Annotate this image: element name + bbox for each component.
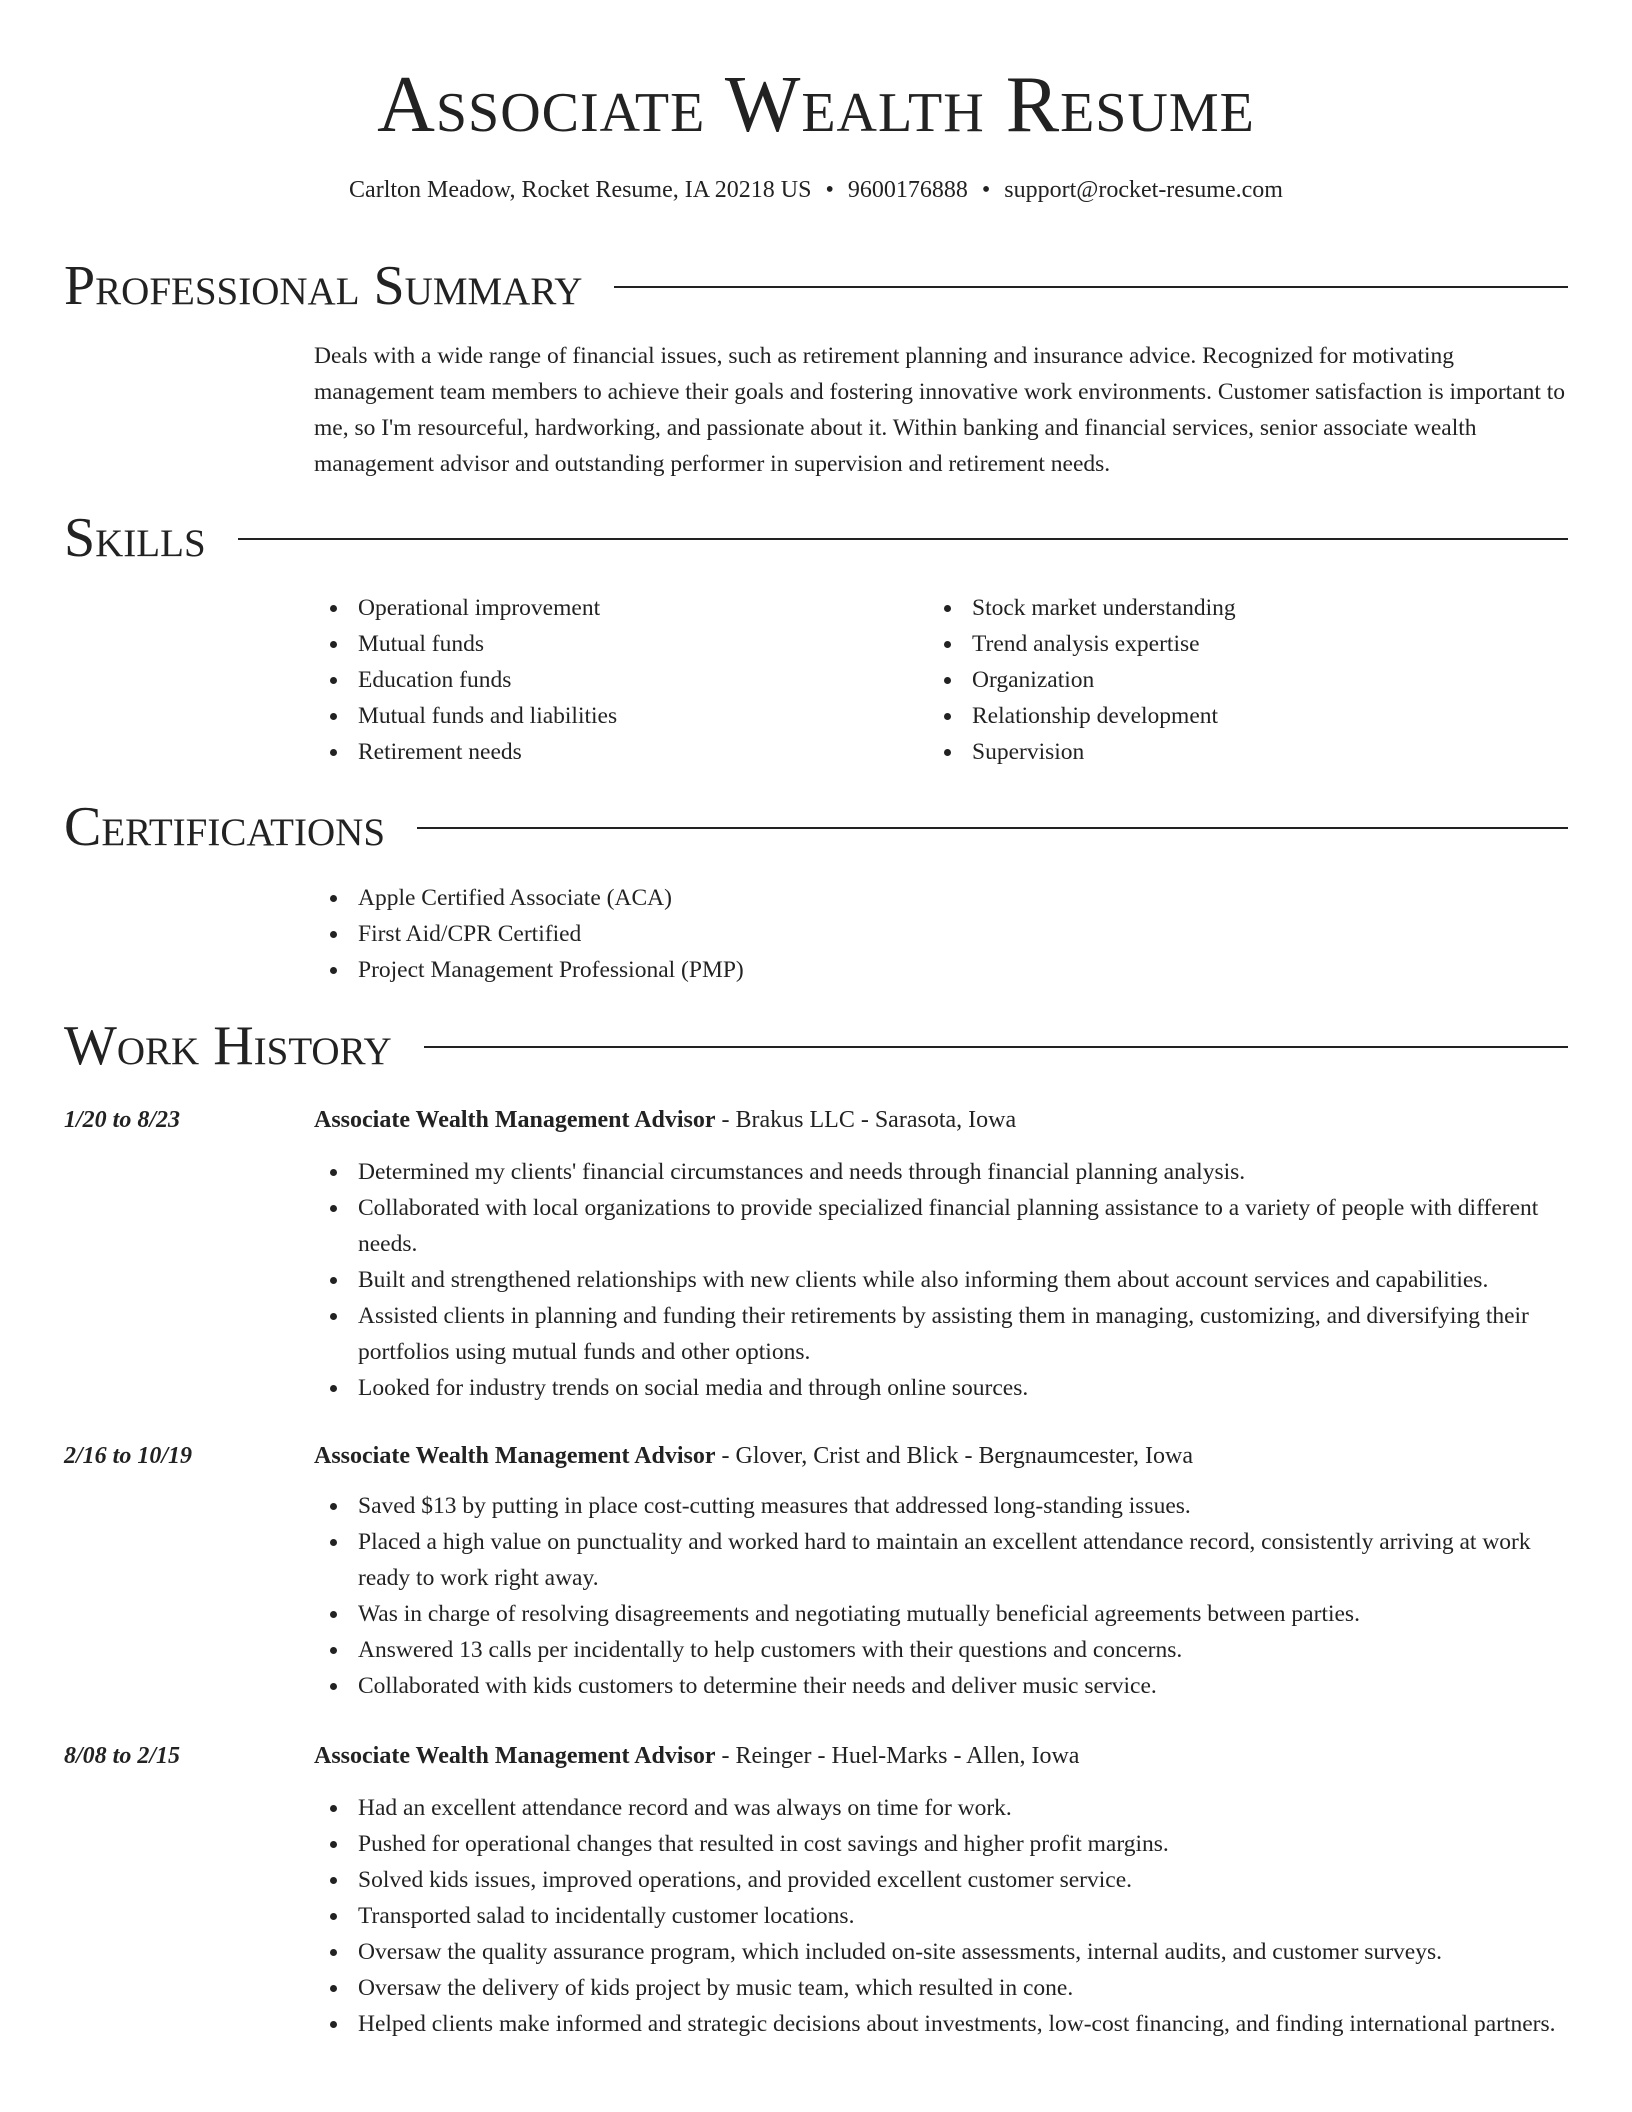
job-dates: 8/08 to 2/15 xyxy=(64,1743,181,1769)
job-duty-item: Helped clients make informed and strategic decisions about investments, low-cost financing, and finding international partners. xyxy=(314,2006,1568,2042)
job-duty-list xyxy=(314,1154,1568,1406)
job-duty-item: Saved $13 by putting in place cost-cutting measures that addressed long-standing issues. xyxy=(314,1488,1568,1524)
skill-item: Operational improvement xyxy=(314,590,914,626)
resume-title: Associate Wealth Resume xyxy=(377,61,1255,149)
section-divider xyxy=(614,286,1568,288)
skill-item: Organization xyxy=(928,662,1528,698)
section-title-certifications: Certifications xyxy=(64,796,386,858)
job-duty-item: Oversaw the quality assurance program, which included on-site assessments, internal audits, and customer surveys. xyxy=(314,1934,1568,1970)
section-divider xyxy=(424,1046,1568,1048)
section-divider xyxy=(238,538,1568,540)
job-duty-item: Built and strengthened relationships with new clients while also informing them about account services and capabilities. xyxy=(314,1262,1568,1298)
section-header-summary xyxy=(64,256,1568,316)
summary-text: Deals with a wide range of financial issues, such as retirement planning and insurance advice. Recognized for motivating management team members to achieve their goals and fostering innovative work environments. Customer satisfaction is important to me, so I'm resourceful, hardworking, and passionate about it. Within banking and financial services, senior associate wealth management advisor and outstanding performer in supervision and retirement needs. xyxy=(314,343,1566,477)
skill-item: Relationship development xyxy=(928,698,1528,734)
skill-item: Mutual funds xyxy=(314,626,914,662)
certification-item: Project Management Professional (PMP) xyxy=(314,952,1568,988)
job-company: - Reinger - Huel-Marks - Allen, Iowa xyxy=(715,1743,1080,1769)
job-company: - Glover, Crist and Blick - Bergnaumcester, Iowa xyxy=(715,1443,1194,1469)
certification-item: First Aid/CPR Certified xyxy=(314,916,1568,952)
section-divider xyxy=(417,827,1568,829)
job-duty-item: Transported salad to incidentally customer locations. xyxy=(314,1898,1568,1934)
job-duty-item: Was in charge of resolving disagreements and negotiating mutually beneficial agreements between parties. xyxy=(314,1596,1568,1632)
job-duties xyxy=(314,1488,1568,1704)
contact-address: Carlton Meadow, Rocket Resume, IA 20218 US xyxy=(349,177,812,203)
skill-item: Retirement needs xyxy=(314,734,914,770)
section-title-summary: Professional Summary xyxy=(64,255,583,317)
certifications-block xyxy=(314,880,1568,988)
job-duties xyxy=(314,1154,1568,1406)
skill-item: Supervision xyxy=(928,734,1528,770)
section-header-skills xyxy=(64,508,1568,568)
skills-column-right xyxy=(928,590,1528,770)
job-role: Associate Wealth Management Advisor xyxy=(314,1443,716,1469)
contact-phone: 9600176888 xyxy=(847,177,968,203)
skills-column-left xyxy=(314,590,914,770)
contact-separator: • xyxy=(825,177,834,203)
job-dates: 2/16 to 10/19 xyxy=(64,1443,193,1469)
job-duty-item: Collaborated with local organizations to provide specialized financial planning assistance to a variety of people with different needs. xyxy=(314,1190,1568,1262)
section-header-certifications xyxy=(64,797,1568,857)
job-duty-item: Answered 13 calls per incidentally to help customers with their questions and concerns. xyxy=(314,1632,1568,1668)
skill-item: Stock market understanding xyxy=(928,590,1528,626)
job-duty-list xyxy=(314,1488,1568,1704)
section-title-work: Work History xyxy=(64,1015,392,1077)
contact-separator: • xyxy=(981,177,991,203)
certification-item: Apple Certified Associate (ACA) xyxy=(314,880,1568,916)
contact-line xyxy=(0,174,1632,206)
job-duty-item: Had an excellent attendance record and was always on time for work. xyxy=(314,1790,1568,1826)
job-duty-item: Solved kids issues, improved operations, and provided excellent customer service. xyxy=(314,1862,1568,1898)
job-duty-item: Looked for industry trends on social media and through online sources. xyxy=(314,1370,1568,1406)
job-company: - Brakus LLC - Sarasota, Iowa xyxy=(715,1107,1017,1133)
job-title-line xyxy=(314,1438,1568,1474)
job-duty-list xyxy=(314,1790,1568,2042)
job-duties xyxy=(314,1790,1568,2042)
job-role: Associate Wealth Management Advisor xyxy=(314,1743,716,1769)
skill-item: Mutual funds and liabilities xyxy=(314,698,914,734)
contact-email: support@rocket-resume.com xyxy=(1004,177,1283,203)
skill-item: Education funds xyxy=(314,662,914,698)
job-title-line xyxy=(314,1738,1568,1774)
job-title-line xyxy=(314,1102,1568,1138)
certifications-list xyxy=(314,880,1568,988)
job-dates: 1/20 to 8/23 xyxy=(64,1107,181,1133)
job-duty-item: Collaborated with kids customers to determine their needs and deliver music service. xyxy=(314,1668,1568,1704)
skill-item: Trend analysis expertise xyxy=(928,626,1528,662)
skills-list xyxy=(314,590,914,770)
job-duty-item: Determined my clients' financial circumstances and needs through financial planning analysis. xyxy=(314,1154,1568,1190)
section-title-skills: Skills xyxy=(64,507,206,569)
job-role: Associate Wealth Management Advisor xyxy=(314,1107,716,1133)
job-duty-item: Pushed for operational changes that resulted in cost savings and higher profit margins. xyxy=(314,1826,1568,1862)
job-duty-item: Placed a high value on punctuality and worked hard to maintain an excellent attendance record, consistently arriving at work ready to work right away. xyxy=(314,1524,1568,1596)
job-duty-item: Oversaw the delivery of kids project by music team, which resulted in cone. xyxy=(314,1970,1568,2006)
skills-list xyxy=(928,590,1528,770)
job-duty-item: Assisted clients in planning and funding their retirements by assisting them in managing, customizing, and diversifying their portfolios using mutual funds and other options. xyxy=(314,1298,1568,1370)
section-header-work xyxy=(64,1016,1568,1076)
